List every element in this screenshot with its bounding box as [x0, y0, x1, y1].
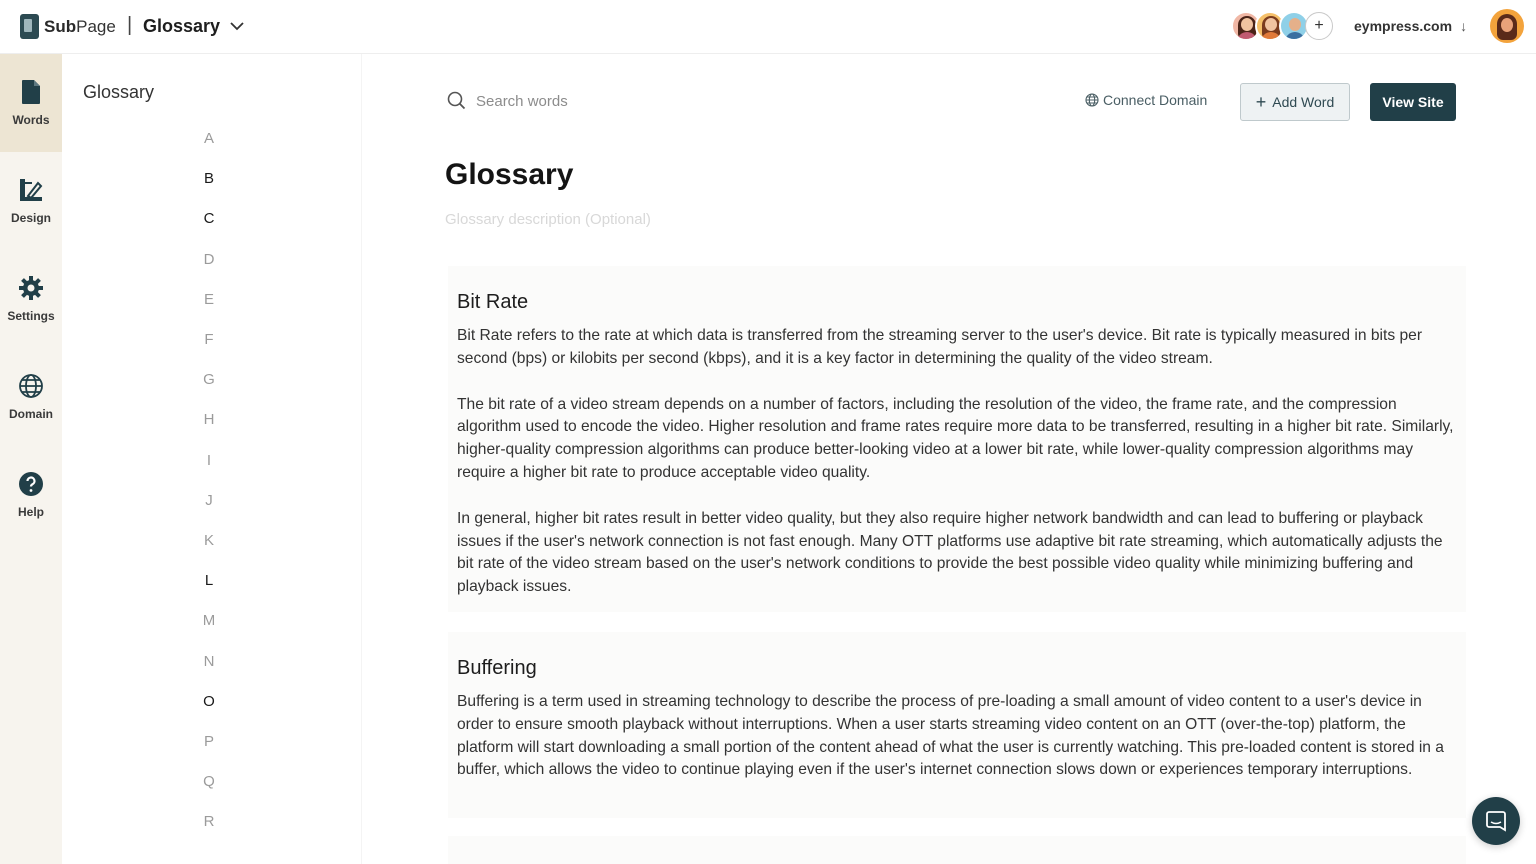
- rail-label-help: Help: [17, 505, 44, 519]
- alphabet-letter-g[interactable]: G: [203, 371, 215, 389]
- connect-domain-link[interactable]: [1085, 92, 1207, 108]
- collaborator-avatars: [1231, 11, 1333, 43]
- design-icon: [18, 177, 44, 203]
- add-word-label: Add Word: [1272, 94, 1335, 110]
- top-bar: [0, 0, 1536, 54]
- rail-item-help[interactable]: [0, 446, 62, 544]
- glossary-description-field[interactable]: Glossary description (Optional): [445, 211, 651, 228]
- chat-icon: [1485, 810, 1507, 832]
- alphabet-letter-h[interactable]: H: [203, 411, 215, 429]
- alphabet-letter-a[interactable]: A: [203, 130, 214, 147]
- site-domain-dropdown[interactable]: [1354, 18, 1467, 34]
- help-icon: [18, 471, 44, 497]
- document-icon: [20, 79, 42, 105]
- alphabet-letter-p[interactable]: P: [203, 733, 214, 750]
- search-input[interactable]: [470, 88, 770, 114]
- rail-label-design: Design: [10, 211, 51, 225]
- breadcrumb-dropdown[interactable]: [143, 16, 244, 37]
- logo-icon: [20, 14, 39, 39]
- rail-label-domain: Domain: [8, 407, 53, 421]
- alphabet-letter-c[interactable]: C: [203, 210, 215, 228]
- glossary-entry-card[interactable]: [448, 266, 1466, 612]
- alphabet-letter-q[interactable]: Q: [203, 773, 215, 791]
- entry-paragraph: Bit Rate refers to the rate at which data is transferred from the streaming server to the user's device. Bit rate is typically measured in bits per second (bps) or kilobits per second (kbps), and it is a key factor in determining the quality of the video stream.: [457, 327, 1423, 367]
- alphabet-letter-m[interactable]: M: [202, 612, 216, 630]
- left-nav-rail: [0, 54, 62, 864]
- rail-item-settings[interactable]: [0, 250, 62, 348]
- breadcrumb-separator: |: [127, 14, 133, 36]
- globe-icon: [18, 373, 44, 399]
- gear-icon: [18, 275, 44, 301]
- breadcrumb-label: Glossary: [143, 16, 221, 36]
- entry-term: Buffering: [457, 657, 537, 679]
- alphabet-letter-l[interactable]: L: [204, 572, 214, 590]
- rail-item-design[interactable]: [0, 152, 62, 250]
- add-word-button[interactable]: [1240, 83, 1350, 121]
- alphabet-letter-n[interactable]: N: [203, 652, 215, 670]
- alphabet-panel-title: Glossary: [83, 82, 155, 102]
- alphabet-letter-r[interactable]: R: [203, 813, 215, 831]
- alphabet-letter-i[interactable]: I: [206, 451, 212, 469]
- brand-name: SubPage: [44, 16, 116, 36]
- arrow-down-icon: ↓: [1460, 18, 1468, 34]
- rail-item-words[interactable]: [0, 54, 62, 152]
- glossary-entry-card[interactable]: [448, 632, 1466, 818]
- alphabet-letter-d[interactable]: D: [203, 250, 215, 268]
- subpage-logo[interactable]: [20, 14, 116, 39]
- alphabet-letter-b[interactable]: B: [203, 170, 214, 188]
- search-icon: [447, 91, 466, 110]
- chat-support-button[interactable]: [1472, 797, 1520, 845]
- plus-icon: +: [1255, 92, 1267, 112]
- entry-term: Bit Rate: [457, 291, 529, 313]
- entry-paragraph: Buffering is a term used in streaming technology to describe the process of pre-loading a small amount of video content to a user's device in order to ensure smooth playback without interruptions. When a user starts streaming video content on an OTT (over-the-top) platform, the platform will start downloading a small portion of the content ahead of what the user is currently watching. This pre-loaded content is stored in a buffer, which allows the video to continue playing even if the user's internet connection slows down or experiences temporary interruptions.: [457, 693, 1444, 779]
- connect-domain-label: Connect Domain: [1103, 92, 1208, 108]
- chevron-down-icon: [230, 22, 244, 31]
- rail-item-domain[interactable]: [0, 348, 62, 446]
- globe-icon: [1085, 93, 1099, 107]
- alphabet-panel: [62, 54, 362, 864]
- alphabet-letter-j[interactable]: J: [205, 491, 213, 509]
- rail-label-settings: Settings: [7, 309, 55, 323]
- entry-paragraph: In general, higher bit rates result in better video quality, but they also require higher network bandwidth and can lead to buffering or playback issues if the user's network connection is not fast enough. Many OTT platforms use adaptive bit rate streaming, which automatically adjusts the bit rate of the video stream based on the user's network conditions to provide the best possible video quality while minimizing buffering and playback issues.: [457, 509, 1443, 596]
- alphabet-letter-k[interactable]: K: [203, 532, 214, 549]
- glossary-entry-card[interactable]: [448, 836, 1466, 864]
- view-site-button[interactable]: View Site: [1370, 83, 1456, 121]
- alphabet-letter-o[interactable]: O: [203, 692, 215, 710]
- user-avatar[interactable]: [1490, 9, 1524, 43]
- alphabet-letter-f[interactable]: F: [204, 331, 214, 348]
- rail-label-words: Words: [12, 113, 50, 127]
- site-domain: eympress.com: [1354, 18, 1453, 34]
- entry-paragraph: The bit rate of a video stream depends on a number of factors, including the resolution of the video, the frame rate, and the compression algorithm used to encode the video. Higher resolution and frame rates require more data to be transferred, resulting in a higher bit rate. Similarly, higher-quality compression algorithms can produce better-looking video at a lower bit rate, while lower-quality compression algorithms may require a higher bit rate to produce acceptable video quality.: [457, 395, 1454, 481]
- page-title[interactable]: Glossary: [445, 158, 574, 191]
- invite-collaborator-button[interactable]: +: [1305, 12, 1333, 40]
- alphabet-letter-e[interactable]: E: [203, 290, 214, 308]
